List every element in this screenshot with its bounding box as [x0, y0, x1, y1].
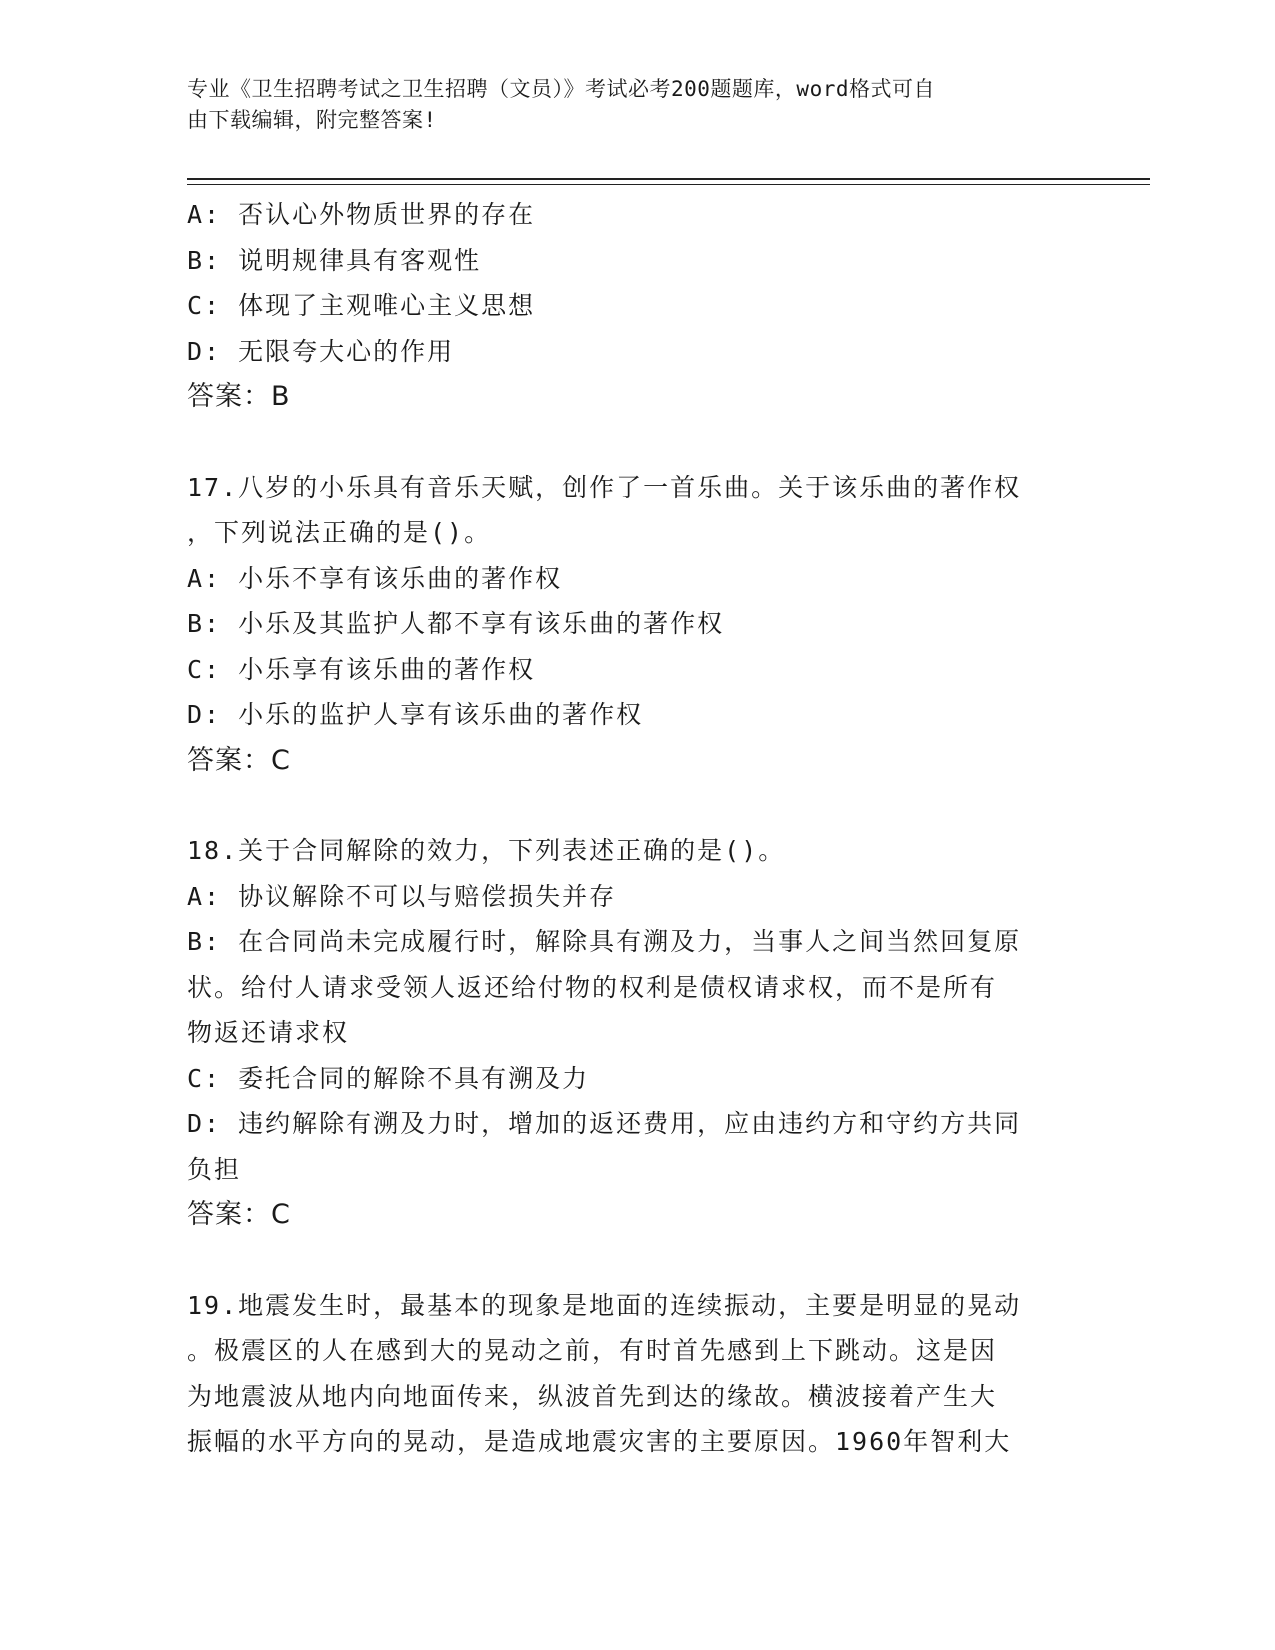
answer: 答案：B	[187, 381, 291, 412]
question-stem: 。极震区的人在感到大的晃动之前，有时首先感到上下跳动。这是因	[187, 1336, 998, 1365]
answer: 答案：C	[187, 1199, 291, 1230]
option-d: D: 违约解除有溯及力时，增加的返还费用，应由违约方和守约方共同	[187, 1109, 1022, 1138]
answer: 答案：C	[187, 744, 291, 776]
question-stem: 19.地震发生时，最基本的现象是地面的连续振动，主要是明显的晃动	[187, 1290, 1022, 1320]
header-line-1: 专业《卫生招聘考试之卫生招聘（文员）》考试必考200题题库，word格式可自	[187, 77, 935, 101]
option-c: C: 小乐享有该乐曲的著作权	[187, 654, 536, 684]
option-a: A: 否认心外物质世界的存在	[187, 200, 536, 229]
option-b-cont: 物返还请求权	[187, 1018, 350, 1047]
question-stem: ，下列说法正确的是()。	[187, 518, 492, 547]
option-b: B: 在合同尚未完成履行时，解除具有溯及力，当事人之间当然回复原	[187, 927, 1022, 956]
header-rule-thin	[187, 184, 1150, 185]
header-rule-thick	[187, 178, 1150, 180]
option-d: D: 小乐的监护人享有该乐曲的著作权	[187, 700, 644, 729]
question-18	[187, 828, 1087, 1238]
question-stem: 18.关于合同解除的效力，下列表述正确的是()。	[187, 836, 786, 865]
option-d-cont: 负担	[187, 1154, 242, 1184]
question-stem: 振幅的水平方向的晃动，是造成地震灾害的主要原因。1960年智利大	[187, 1427, 1012, 1456]
option-b: B: 小乐及其监护人都不享有该乐曲的著作权	[187, 609, 725, 638]
question-17	[187, 465, 1087, 784]
question-19	[187, 1283, 1087, 1465]
option-a: A: 小乐不享有该乐曲的著作权	[187, 563, 563, 593]
header-line-2: 由下载编辑，附完整答案!	[187, 108, 437, 132]
option-c: C: 体现了主观唯心主义思想	[187, 291, 536, 320]
option-c: C: 委托合同的解除不具有溯及力	[187, 1063, 590, 1093]
option-a: A: 协议解除不可以与赔偿损失并存	[187, 881, 617, 911]
question-stem: 为地震波从地内向地面传来，纵波首先到达的缘故。横波接着产生大	[187, 1381, 998, 1411]
option-b-cont: 状。给付人请求受领人返还给付物的权利是债权请求权，而不是所有	[187, 972, 998, 1002]
question-list	[187, 192, 1087, 1465]
option-d: D: 无限夸大心的作用	[187, 336, 455, 366]
option-b: B: 说明规律具有客观性	[187, 245, 482, 275]
question-16	[187, 192, 1087, 420]
document-header	[187, 74, 1067, 136]
question-stem: 17.八岁的小乐具有音乐天赋，创作了一首乐曲。关于该乐曲的著作权	[187, 472, 1022, 502]
